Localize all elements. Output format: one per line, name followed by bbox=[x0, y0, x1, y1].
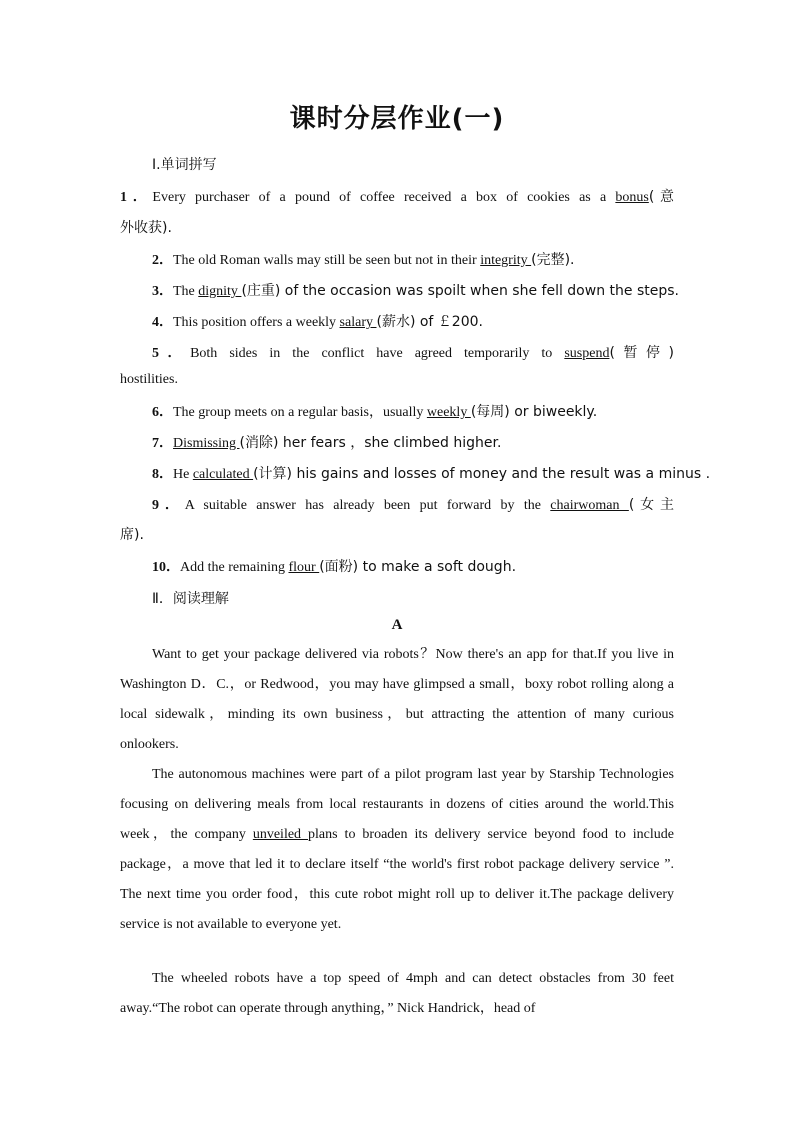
vocab-underlined: unveiled bbox=[252, 827, 309, 842]
item-hint: (面粉) to make a soft dough. bbox=[319, 559, 517, 575]
page-title: 课时分层作业(一) bbox=[289, 104, 505, 134]
exercise-item-1 bbox=[120, 186, 674, 206]
paragraph-text: The autonomous machines were part of a pilot program last year by Starship Technologies focusing on delivering meals from local restaurants in dozens of cities around the world.This week，the company bbox=[120, 767, 674, 842]
item-answer: integrity bbox=[480, 253, 532, 268]
item-hint-cont: 外收获). bbox=[120, 220, 172, 236]
item-hint: (意 bbox=[648, 189, 674, 205]
paragraph-text: Want to get your package delivered via robots？Now there's an app for that.If you live in Washington D．C.，or Redwood，you may have glimpsed a small，boxy robot rolling along a local sidewalk，minding its own business，but attracting the attention of many curious onlookers. bbox=[120, 647, 674, 752]
paragraph-text: The wheeled robots have a top speed of 4mph and can detect obstacles from 30 feet away.“The robot can operate through anything，” Nick Handrick，head of bbox=[120, 971, 674, 1016]
item-hint: (消除) her fears ，she climbed higher. bbox=[239, 435, 502, 451]
section-heading-reading: Ⅱ．阅读理解 bbox=[152, 591, 229, 607]
item-number: 10． bbox=[152, 560, 180, 575]
item-text: A suitable answer has already been put forward by the bbox=[184, 498, 551, 513]
exercise-item-1-cont bbox=[120, 217, 172, 237]
item-answer: bonus bbox=[615, 190, 649, 205]
passage-label: A bbox=[391, 617, 403, 633]
item-text-cont: hostilities. bbox=[120, 372, 178, 387]
item-number: 2． bbox=[152, 253, 173, 268]
exercise-item-8 bbox=[152, 463, 710, 483]
item-answer: dignity bbox=[198, 284, 242, 299]
item-text: The group meets on a regular basis，usually bbox=[173, 405, 427, 420]
paragraph-text-cont: plans to broaden its delivery service beyond food to include package，a move that led it to declare itself “the world's first robot package delivery service ”. The next time you order food，this cute robot might roll up to deliver it.The package delivery service is not available to everyone yet. bbox=[120, 827, 674, 932]
item-hint: (暂停) bbox=[609, 345, 674, 361]
exercise-item-9-cont bbox=[120, 524, 144, 544]
item-number: 9． bbox=[152, 498, 185, 513]
item-text: Both sides in the conflict have agreed temporarily to bbox=[190, 346, 565, 361]
item-hint: (完整). bbox=[531, 252, 575, 268]
item-answer: flour bbox=[288, 560, 320, 575]
item-number: 8． bbox=[152, 467, 173, 482]
item-number: 3． bbox=[152, 284, 173, 299]
item-text: He bbox=[173, 467, 193, 482]
item-hint-cont: 席). bbox=[120, 527, 144, 543]
passage-paragraph-1 bbox=[120, 640, 674, 760]
exercise-item-4 bbox=[152, 311, 483, 331]
item-text: Every purchaser of a pound of coffee received a box of cookies as a bbox=[152, 190, 616, 205]
item-answer: Dismissing bbox=[173, 436, 240, 451]
item-answer: suspend bbox=[564, 346, 610, 361]
item-hint: (庄重) of the occasion was spoilt when she fell down the steps. bbox=[241, 283, 679, 299]
passage-paragraph-3 bbox=[120, 964, 674, 1024]
item-hint: (薪水) of ￡200. bbox=[376, 314, 483, 330]
exercise-item-9 bbox=[152, 494, 674, 514]
exercise-item-6 bbox=[152, 401, 597, 421]
item-answer: salary bbox=[339, 315, 377, 330]
item-hint: (计算) his gains and losses of money and the result was a minus . bbox=[253, 466, 711, 482]
exercise-item-7 bbox=[152, 432, 501, 452]
item-text: This position offers a weekly bbox=[173, 315, 340, 330]
item-number: 5． bbox=[152, 346, 191, 361]
exercise-item-3 bbox=[152, 280, 679, 300]
item-text: The old Roman walls may still be seen but not in their bbox=[173, 253, 481, 268]
item-answer: weekly bbox=[426, 405, 471, 420]
exercise-item-10 bbox=[152, 556, 516, 576]
passage-paragraph-2 bbox=[120, 760, 674, 940]
item-number: 6． bbox=[152, 405, 173, 420]
item-number: 1． bbox=[120, 190, 153, 205]
item-number: 7． bbox=[152, 436, 173, 451]
item-answer: chairwoman bbox=[550, 498, 629, 513]
item-text: The bbox=[173, 284, 199, 299]
item-hint: (每周) or biweekly. bbox=[470, 404, 598, 420]
item-text: Add the remaining bbox=[180, 560, 289, 575]
exercise-item-2 bbox=[152, 249, 575, 269]
item-answer: calculated bbox=[192, 467, 254, 482]
exercise-item-5-cont bbox=[120, 372, 178, 388]
item-hint: (女主 bbox=[628, 497, 674, 513]
exercise-item-5 bbox=[152, 342, 674, 362]
item-number: 4． bbox=[152, 315, 173, 330]
section-heading-spelling: Ⅰ.单词拼写 bbox=[152, 157, 217, 173]
